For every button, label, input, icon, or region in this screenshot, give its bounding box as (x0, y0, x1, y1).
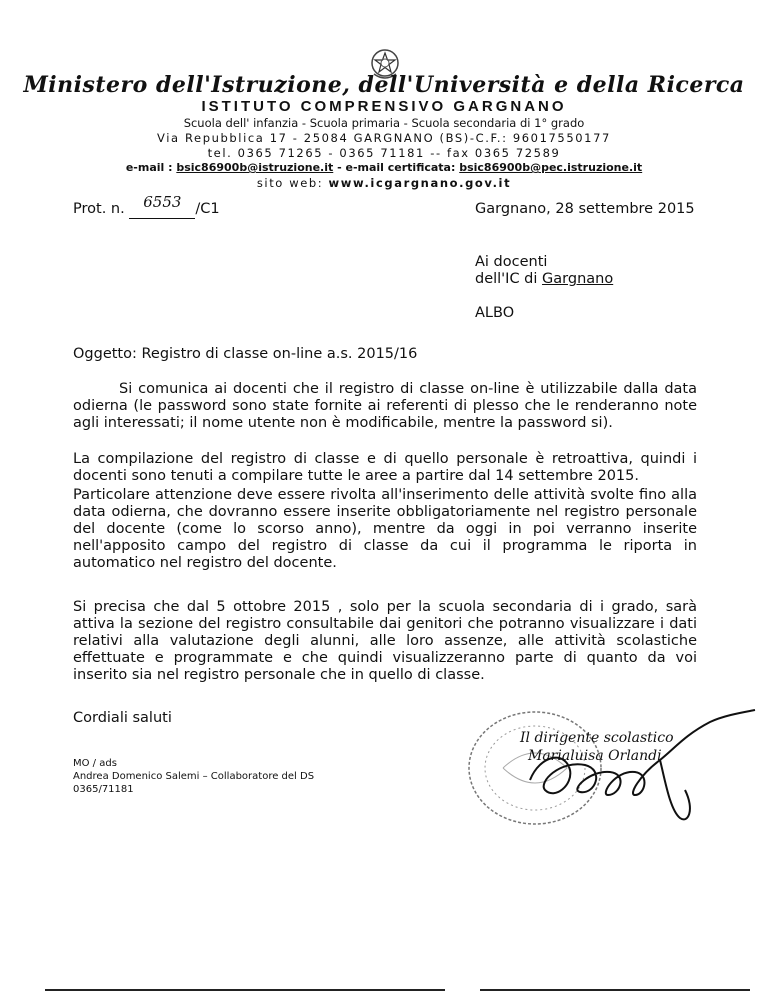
paragraph-1: Si comunica ai docenti che il registro di classe on-line è utilizzabile dalla data odierna (le password sono state fornite ai referenti di plesso che le renderanno note agli interessati; il nome utente non è modificabile, mentre la password si). (73, 381, 697, 431)
place-date: Gargnano, 28 settembre 2015 (475, 201, 695, 217)
institute-name: ISTITUTO COMPRENSIVO GARGNANO (201, 98, 567, 115)
protocol (73, 193, 220, 219)
protocol-number: 6553 (143, 193, 182, 211)
handwritten-signature (510, 700, 760, 830)
footer-author: Andrea Domenico Salemi – Collaboratore del DS (73, 771, 315, 782)
pec-label: - e-mail certificata: (333, 161, 460, 174)
protocol-number-field (129, 193, 195, 219)
website-label: sito web: (256, 176, 329, 190)
closing: Cordiali saluti (73, 710, 172, 726)
bottom-rule-left (45, 989, 445, 991)
recipients-line1: Ai docenti (475, 254, 548, 270)
footer-initials: MO / ads (73, 758, 117, 769)
school-phone: tel. 0365 71265 - 0365 71181 -- fax 0365 72589 (207, 146, 561, 160)
pec-link[interactable]: bsic86900b@pec.istruzione.it (459, 161, 643, 174)
signature-title: Il dirigente scolastico (520, 730, 674, 746)
recipients-line2-prefix: dell'IC di (475, 271, 543, 287)
bottom-rule-right (480, 989, 750, 991)
email-line (0, 161, 768, 174)
recipients-place: Gargnano (542, 271, 614, 287)
website-link[interactable]: www.icgargnano.gov.it (328, 176, 512, 190)
signature-name: Marialuisa Orlandi (528, 748, 662, 764)
school-types: Scuola dell' infanzia - Scuola primaria - Scuola secondaria di 1° grado (183, 116, 585, 130)
protocol-suffix: /C1 (195, 201, 220, 217)
subject: Oggetto: Registro di classe on-line a.s. 2015/16 (73, 346, 418, 362)
paragraph-2: La compilazione del registro di classe e di quello personale è retroattiva, quindi i docenti sono tenuti a compilare tutte le aree a partire dal 14 settembre 2015. (73, 451, 697, 484)
email-label: e-mail : (125, 161, 177, 174)
recipients-line2 (475, 271, 613, 288)
recipients-albo: ALBO (475, 305, 515, 321)
email-link[interactable]: bsic86900b@istruzione.it (176, 161, 334, 174)
ministry-title: Ministero dell'Istruzione, dell'Università e della Ricerca (23, 72, 745, 98)
footer-phone: 0365/71181 (73, 784, 134, 795)
school-address: Via Repubblica 17 - 25084 GARGNANO (BS)-C.F.: 96017550177 (157, 131, 611, 145)
paragraph-3: Particolare attenzione deve essere rivolta all'inserimento delle attività svolte fino alla data odierna, che dovranno essere inserite obbligatoriamente nel registro personale del docente (come lo scorso anno), mentre da oggi in poi verranno inserite nell'apposito campo del registro di classe da cui il programma le riporta in automatico nel registro del docente. (73, 487, 697, 571)
paragraph-4: Si precisa che dal 5 ottobre 2015 , solo per la scuola secondaria di i grado, sarà attiva la sezione del registro consultabile dai genitori che potranno visualizzare i dati relativi alla valutazione degli alunni, alle loro assenze, alle attività scolastiche effettuate e programmate e che quindi visualizzeranno parte di quanto da voi inserito sia nel registro personale che in quello di classe. (73, 599, 697, 683)
website-line (0, 176, 768, 190)
protocol-prefix: Prot. n. (73, 201, 125, 217)
